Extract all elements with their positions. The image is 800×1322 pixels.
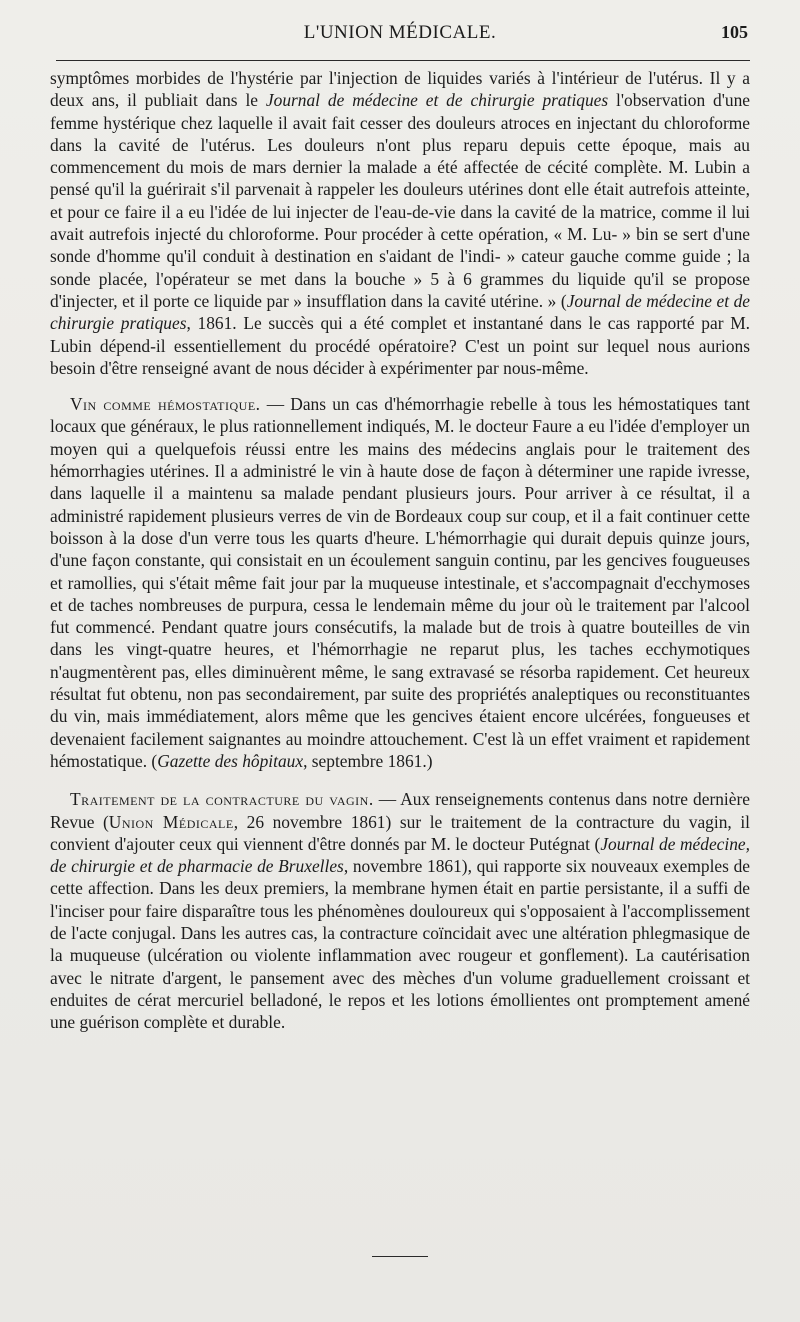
journal-citation: Gazette des hôpitaux <box>157 750 304 771</box>
paragraph-text: l'observation d'une femme hystérique chez laquelle il avait fait cesser des douleurs atroces en injectant du chloroforme dans la cavité de l'utérus. Les douleurs n'ont plus reparu depuis cette époque, mais au commencement du mois de mars dernier la malade a été affectée de cécité complète. M. Lubin a pensé qu'il la guérirait s'il parvenait à rappeler les douleurs utérines dont elle était autrefois atteinte, et pour ce faire il a eu l'idée de lui injecter de l'eau-de-vie dans la cavité de la matrice, comme il lui avait autrefois injecté du chloroforme. Pour procéder à cette opération, « M. Lu- » bin se sert d'une sonde d'homme qu'il conduit à destination en s'aidant de l'indi- » cateur gauche comme guide ; la sonde placée, l'opérateur se met dans la bouche » 5 à 6 grammes du liquide qu'il se propose d'injecter, et il porte ce liquide par » insufflation dans la cavité utérine. » ( <box>50 90 750 311</box>
page-number: 105 <box>721 22 748 42</box>
journal-citation: Journal de médecine et de chirurgie pratiques <box>265 90 609 111</box>
header-rule <box>56 60 750 61</box>
journal-name: Union Médicale <box>108 811 234 832</box>
paragraph-text: , 26 novembre 1861) sur le traitement de la contracture du vagin, il convient d'ajouter ceux qui viennent d'être donnés par M. le docteur Putégnat ( <box>50 811 750 854</box>
section-heading: Traitement de la contracture du vagin. <box>70 789 374 810</box>
paragraph-text: , septembre 1861.) <box>303 750 433 771</box>
paragraph-text: symptômes morbides de l'hystérie par l'injection de liquides variés à l'intérieur de l'utérus. Il y a deux ans, il publiait dans le <box>50 68 750 111</box>
paragraph-vin-hemostatique <box>50 393 750 772</box>
paragraph-text: , 1861. Le succès qui a été complet et instantané dans le cas rapporté par M. Lubin dépend-il essentiellement du procédé opératoire? C'est un point sur lequel nous aurions besoin d'être renseigné avant de nous décider à expérimenter par nous-même. <box>50 313 751 378</box>
running-title: L'UNION MÉDICALE. <box>303 22 497 43</box>
article-body <box>50 67 750 1033</box>
paragraph-text: , novembre 1861), qui rapporte six nouveaux exemples de cette affection. Dans les deux premiers, la membrane hymen était en partie persistante, il a suffi de l'inciser pour faire disparaître tous les phénomènes douloureux qui s'opposaient à l'accomplissement de l'acte conjugal. Dans les autres cas, la contracture coïncidait avec une altération phlegmasique de la muqueuse (ulcération ou violente inflammation avec rougeur et gonflement). La cautérisation avec le nitrate d'argent, le pansement avec des mèches d'un volume graduellement croissant et enduites de cérat mercuriel belladoné, le repos et les lotions émollientes ont promptement amené une guérison complète et durable. <box>50 856 750 1033</box>
paragraph-text: — Dans un cas d'hémorrhagie rebelle à tous les hémostatiques tant locaux que généraux, le plus rationnellement indiqués, M. le docteur Faure a eu l'idée d'employer un moyen qui a quelquefois réussi entre les mains des médecins anglais pour le traitement des hémorrhagies utérines. Il a administré le vin à haute dose de façon à déterminer une rapide ivresse, dans laquelle il a maintenu sa malade pendant plusieurs jours. Pour arriver à ce résultat, il a administré rapidement plusieurs verres de vin de Bordeaux coup sur coup, et il a fait continuer cette boisson à la dose d'un verre tous les quarts d'heure. L'hémorrhagie qui durait depuis quinze jours, d'une façon constante, qui consistait en un écoulement sanguin continu, par les gencives fougueuses et ramollies, qui s'était même fait jour par la muqueuse intestinale, et s'accompagnait d'ecchymoses et de taches nombreuses de purpura, cessa le lendemain même du jour où le traitement par l'alcool fut commencé. Pendant quatre jours consécutifs, la malade but de trois à quatre bouteilles de vin dans les vingt-quatre heures, et l'hémorrhagie ne reparut plus, les taches ecchymotiques n'augmentèrent pas, elles diminuèrent même, le sang extravasé se résorba rapidement. Cet heureux résultat fut obtenu, non pas secondairement, par suite des propriétés analeptiques ou reconstituantes du vin, mais immédiatement, alors même que les gencives étaient encore ulcérées, fongueuses et devenaient facilement saignantes au moindre attouchement. C'est là un effet vraiment et rapidement hémostatique. ( <box>50 394 750 771</box>
page-header <box>50 18 750 52</box>
journal-citation: Journal de médecine, de chirurgie et de pharmacie de Bruxelles <box>50 833 750 877</box>
section-end-rule <box>372 1256 428 1257</box>
section-heading: Vin comme hémostatique. <box>70 394 261 415</box>
paragraph-text: — Aux renseignements contenus dans notre dernière Revue ( <box>50 789 750 832</box>
paragraph-hysteria-injection <box>50 67 750 379</box>
paragraph-contracture-vagin <box>50 788 750 1033</box>
journal-citation: Journal de médecine et de chirurgie pratiques <box>50 290 750 334</box>
